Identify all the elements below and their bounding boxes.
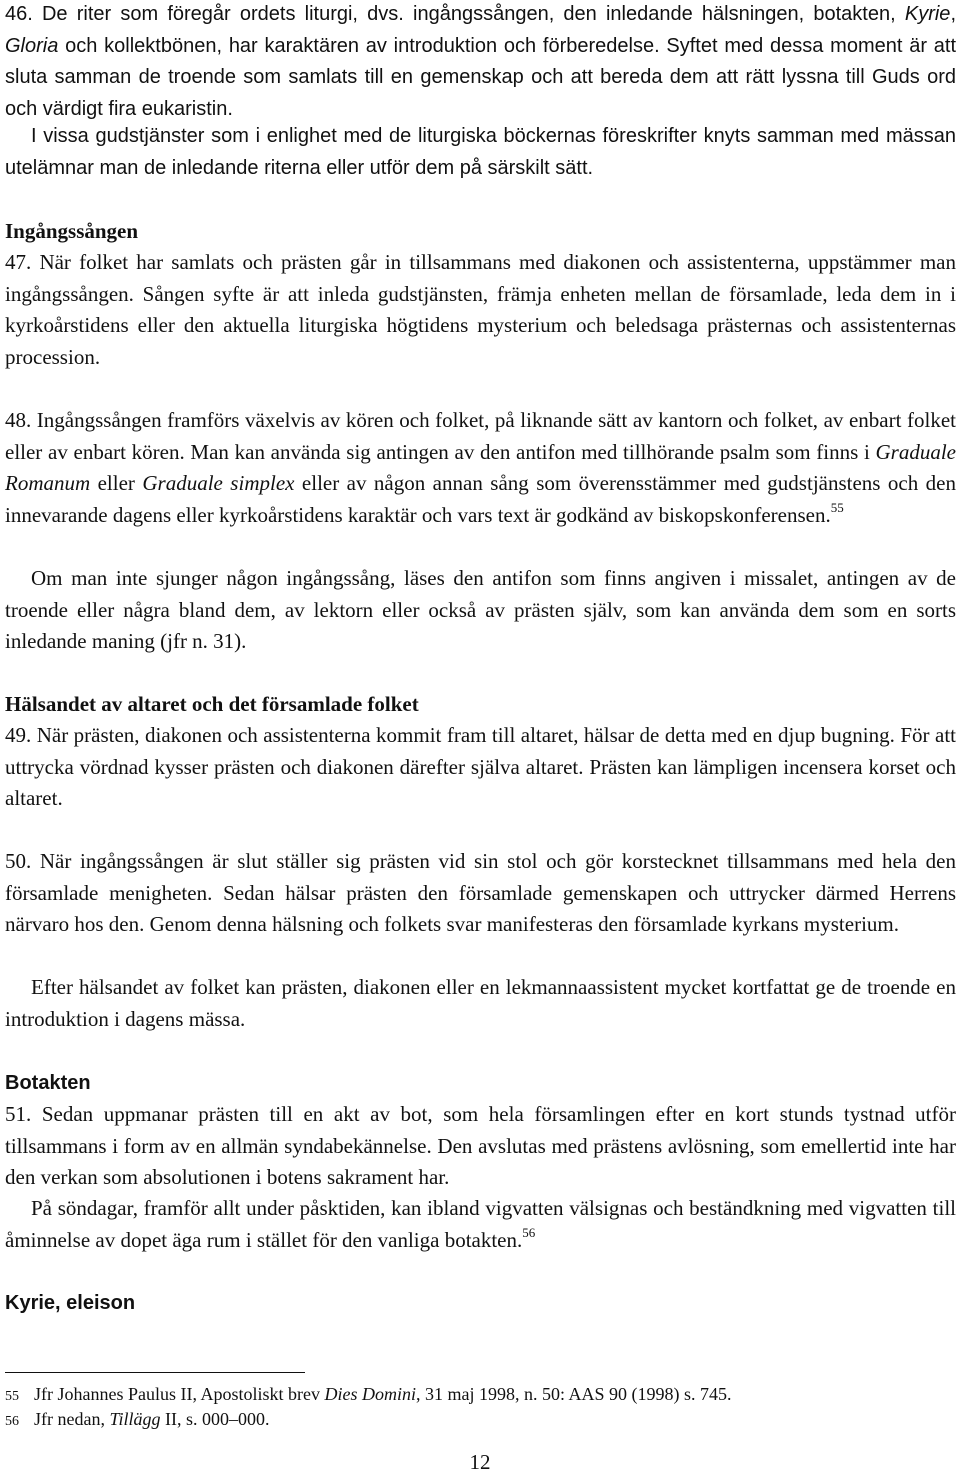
footnote-55 bbox=[5, 1382, 955, 1409]
footnote-number: 56 bbox=[5, 1414, 19, 1429]
text: , 31 maj 1998, n. 50: AAS 90 (1998) s. 745. bbox=[415, 1384, 732, 1404]
text: eller bbox=[90, 471, 143, 495]
paragraph-46 bbox=[5, 0, 956, 125]
text: och kollektbönen, har karaktären av introduktion och förberedelse. Syftet med dessa moment är att sluta samman de troende som samlats till en gemenskap och att bereda dem att rätt lyssna till Guds ord och värdigt fira eukaristin. bbox=[5, 34, 956, 120]
paragraph-50-cont: Efter hälsandet av folket kan prästen, diakonen eller en lekmannaassistent mycket kortfattat ge de troende en introduktion i dagens mässa. bbox=[5, 975, 956, 1031]
footnote-number: 55 bbox=[5, 1389, 19, 1404]
italic-dies-domini: Dies Domini bbox=[324, 1384, 416, 1404]
italic-kyrie: Kyrie bbox=[904, 3, 951, 25]
text: Jfr Johannes Paulus II, Apostoliskt brev bbox=[34, 1384, 325, 1404]
paragraph-47: 47. När folket har samlats och prästen går in tillsammans med diakonen och assistenterna, uppstämmer man ingångssången. Sången syfte är att inleda gudstjänsten, främja enheten mellan de församlade, leda dem in i kyrkoårstidens eller den aktuella liturgiska högtidens mysterium och beledsaga prästernas och assistenternas procession. bbox=[5, 250, 956, 369]
text: 46. De riter som föregår ordets liturgi, dvs. ingångssången, den inledande hälsningen, botakten, bbox=[5, 3, 905, 25]
paragraph-49: 49. När prästen, diakonen och assistenterna kommit fram till altaret, hälsar de detta med en djup bugning. För att uttrycka vördnad kysser prästen och diakonen därefter själva altaret. Prästen kan lämpligen incensera korset och altaret. bbox=[5, 723, 956, 810]
page-number: 12 bbox=[469, 1450, 491, 1474]
text: På söndagar, framför allt under påsktiden, kan ibland vigvatten välsignas och beständkning med vigvatten till åminnelse av dopet äga rum i stället för den vanliga botakten. bbox=[5, 1196, 956, 1252]
footnote-ref-56[interactable]: 56 bbox=[522, 1224, 536, 1240]
text: eller av någon annan sång som överensstämmer med gudstjänstens och den innevarande dagens eller kyrkoårstidens karaktär och vars text är godkänd av biskopskonferensen. bbox=[5, 471, 956, 527]
text: Jfr nedan, bbox=[34, 1409, 110, 1429]
paragraph-48-cont: Om man inte sjunger någon ingångssång, läses den antifon som finns angiven i missalet, antingen av de troende eller några bland dem, av lektorn eller också av prästen själv, som kan använda dem som en sorts inledande maning (jfr n. 31). bbox=[5, 566, 956, 653]
heading-botakten: Botakten bbox=[5, 1072, 91, 1094]
italic-tillagg: Tillägg bbox=[109, 1409, 161, 1429]
paragraph-51: 51. Sedan uppmanar prästen till en akt av bot, som hela församlingen efter en kort stunds tystnad utför tillsammans i form av en allmän syndabekännelse. Den avslutas med prästens avlösning, som emellertid inte har den verkan som absolutionen i botens sakrament har. bbox=[5, 1102, 956, 1189]
text: II, s. 000–000. bbox=[160, 1409, 270, 1429]
text: 48. Ingångssången framförs växelvis av kören och folket, på liknande sätt av kantorn och folket, av enbart folket eller av enbart kören. Man kan använda sig antingen av den antifon med tillhörande psalm som finns i bbox=[5, 408, 956, 464]
text: , bbox=[950, 3, 956, 25]
footnote-56 bbox=[5, 1407, 955, 1434]
heading-kyrie-eleison: Kyrie, eleison bbox=[5, 1292, 136, 1314]
paragraph-50: 50. När ingångssången är slut ställer sig prästen vid sin stol och gör korstecknet tillsammans med hela den församlade menigheten. Sedan hälsar prästen den församlade gemenskapen och uttrycker därmed Herrens närvaro hos den. Genom denna hälsning och folkets svar manifesteras den församlade kyrkans mysterium. bbox=[5, 849, 956, 936]
heading-ingangssangen: Ingångssången bbox=[5, 219, 139, 243]
italic-graduale-romanum: Graduale Romanum bbox=[5, 439, 956, 495]
footnote-divider bbox=[5, 1372, 305, 1373]
italic-graduale-simplex: Graduale simplex bbox=[142, 471, 295, 495]
heading-halsandet: Hälsandet av altaret och det församlade folket bbox=[5, 692, 419, 716]
italic-gloria: Gloria bbox=[5, 34, 59, 57]
paragraph-48 bbox=[5, 405, 956, 531]
footnote-ref-55[interactable]: 55 bbox=[830, 499, 844, 515]
paragraph-51-cont bbox=[5, 1193, 956, 1256]
paragraph-46-cont: I vissa gudstjänster som i enlighet med de liturgiska böckernas föreskrifter knyts samman med mässan utelämnar man de inledande riterna eller utför dem på särskilt sätt. bbox=[5, 125, 956, 179]
